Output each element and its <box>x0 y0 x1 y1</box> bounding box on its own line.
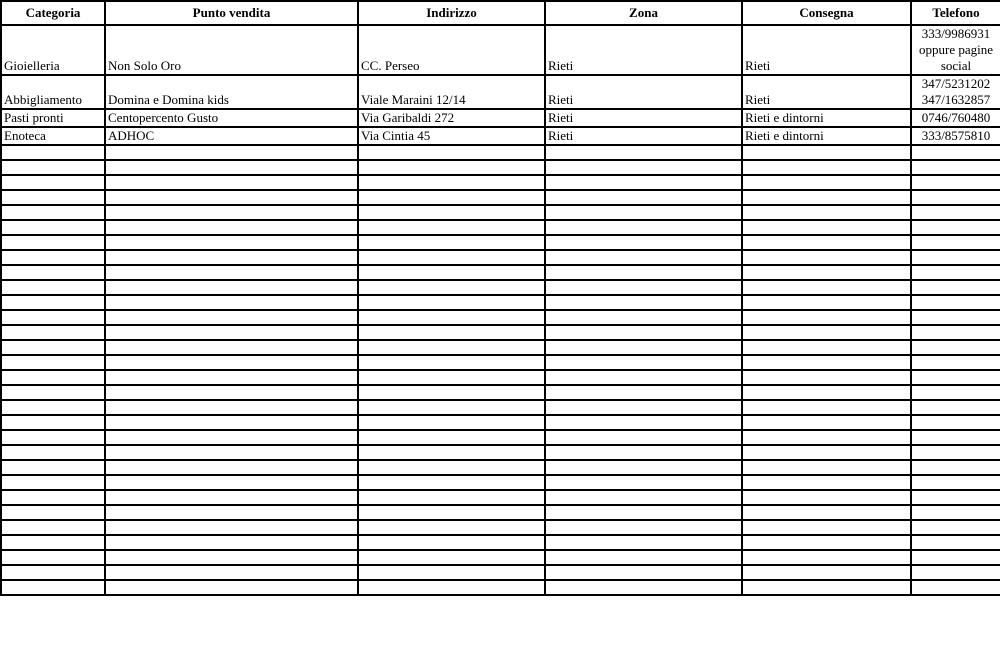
empty-cell-zona[interactable] <box>545 175 742 190</box>
empty-cell-telefono[interactable] <box>911 340 1000 355</box>
empty-cell-zona[interactable] <box>545 340 742 355</box>
empty-row <box>1 250 1000 265</box>
empty-row <box>1 445 1000 460</box>
empty-cell-zona[interactable] <box>545 250 742 265</box>
empty-cell-consegna[interactable] <box>742 160 911 175</box>
empty-cell-telefono[interactable] <box>911 235 1000 250</box>
empty-cell-indirizzo[interactable] <box>358 175 545 190</box>
empty-cell-telefono[interactable] <box>911 505 1000 520</box>
empty-row <box>1 145 1000 160</box>
empty-cell-indirizzo[interactable] <box>358 145 545 160</box>
empty-cell-telefono[interactable] <box>911 370 1000 385</box>
empty-row <box>1 340 1000 355</box>
empty-cell-punto-vendita[interactable] <box>105 160 358 175</box>
empty-cell-consegna[interactable] <box>742 220 911 235</box>
empty-row <box>1 490 1000 505</box>
empty-cell-telefono[interactable] <box>911 535 1000 550</box>
empty-row <box>1 565 1000 580</box>
empty-cell-punto-vendita[interactable] <box>105 370 358 385</box>
empty-row <box>1 205 1000 220</box>
empty-row <box>1 310 1000 325</box>
empty-cell-zona[interactable] <box>545 295 742 310</box>
empty-cell-zona[interactable] <box>545 220 742 235</box>
empty-cell-indirizzo[interactable] <box>358 295 545 310</box>
empty-cell-consegna[interactable] <box>742 430 911 445</box>
empty-cell-zona[interactable] <box>545 430 742 445</box>
header-categoria[interactable]: Categoria <box>1 1 105 25</box>
empty-cell-indirizzo[interactable] <box>358 580 545 595</box>
empty-row <box>1 175 1000 190</box>
empty-cell-indirizzo[interactable] <box>358 505 545 520</box>
cell-zona[interactable]: Rieti <box>545 127 742 145</box>
empty-row <box>1 160 1000 175</box>
empty-row <box>1 430 1000 445</box>
empty-row <box>1 460 1000 475</box>
table-row <box>1 109 1000 127</box>
empty-cell-zona[interactable] <box>545 400 742 415</box>
empty-cell-zona[interactable] <box>545 190 742 205</box>
empty-cell-consegna[interactable] <box>742 415 911 430</box>
empty-cell-consegna[interactable] <box>742 535 911 550</box>
empty-cell-consegna[interactable] <box>742 355 911 370</box>
empty-cell-categoria[interactable] <box>1 415 105 430</box>
empty-cell-telefono[interactable] <box>911 385 1000 400</box>
cell-categoria[interactable]: Abbigliamento <box>1 75 105 109</box>
empty-cell-indirizzo[interactable] <box>358 430 545 445</box>
empty-cell-consegna[interactable] <box>742 505 911 520</box>
empty-cell-punto-vendita[interactable] <box>105 325 358 340</box>
empty-cell-telefono[interactable] <box>911 280 1000 295</box>
empty-cell-consegna[interactable] <box>742 265 911 280</box>
empty-cell-categoria[interactable] <box>1 280 105 295</box>
header-row <box>1 1 1000 25</box>
empty-cell-telefono[interactable] <box>911 460 1000 475</box>
empty-cell-telefono[interactable] <box>911 205 1000 220</box>
cell-telefono[interactable]: 333/8575810 <box>911 127 1000 145</box>
empty-cell-telefono[interactable] <box>911 325 1000 340</box>
empty-cell-consegna[interactable] <box>742 370 911 385</box>
empty-cell-zona[interactable] <box>545 160 742 175</box>
empty-row <box>1 535 1000 550</box>
empty-cell-categoria[interactable] <box>1 505 105 520</box>
cell-categoria[interactable]: Gioielleria <box>1 25 105 75</box>
header-telefono[interactable]: Telefono <box>911 1 1000 25</box>
empty-cell-categoria[interactable] <box>1 550 105 565</box>
empty-cell-indirizzo[interactable] <box>358 325 545 340</box>
empty-cell-categoria[interactable] <box>1 490 105 505</box>
empty-row <box>1 280 1000 295</box>
empty-cell-consegna[interactable] <box>742 280 911 295</box>
empty-cell-indirizzo[interactable] <box>358 250 545 265</box>
cell-consegna[interactable]: Rieti e dintorni <box>742 127 911 145</box>
cell-punto-vendita[interactable]: Centopercento Gusto <box>105 109 358 127</box>
empty-cell-categoria[interactable] <box>1 175 105 190</box>
empty-cell-telefono[interactable] <box>911 265 1000 280</box>
empty-cell-consegna[interactable] <box>742 385 911 400</box>
empty-cell-indirizzo[interactable] <box>358 490 545 505</box>
empty-cell-categoria[interactable] <box>1 145 105 160</box>
empty-cell-zona[interactable] <box>545 460 742 475</box>
empty-cell-punto-vendita[interactable] <box>105 205 358 220</box>
empty-cell-indirizzo[interactable] <box>358 310 545 325</box>
empty-cell-categoria[interactable] <box>1 400 105 415</box>
empty-cell-telefono[interactable] <box>911 250 1000 265</box>
empty-cell-punto-vendita[interactable] <box>105 580 358 595</box>
empty-cell-punto-vendita[interactable] <box>105 235 358 250</box>
empty-row <box>1 505 1000 520</box>
empty-cell-telefono[interactable] <box>911 160 1000 175</box>
empty-cell-punto-vendita[interactable] <box>105 145 358 160</box>
empty-cell-consegna[interactable] <box>742 250 911 265</box>
empty-cell-telefono[interactable] <box>911 190 1000 205</box>
empty-cell-telefono[interactable] <box>911 310 1000 325</box>
empty-cell-indirizzo[interactable] <box>358 220 545 235</box>
cell-zona[interactable]: Rieti <box>545 109 742 127</box>
empty-row <box>1 220 1000 235</box>
empty-cell-indirizzo[interactable] <box>358 415 545 430</box>
empty-row <box>1 370 1000 385</box>
empty-cell-zona[interactable] <box>545 520 742 535</box>
empty-cell-categoria[interactable] <box>1 220 105 235</box>
empty-cell-indirizzo[interactable] <box>358 205 545 220</box>
empty-cell-telefono[interactable] <box>911 430 1000 445</box>
empty-cell-indirizzo[interactable] <box>358 520 545 535</box>
empty-cell-punto-vendita[interactable] <box>105 310 358 325</box>
empty-cell-consegna[interactable] <box>742 445 911 460</box>
empty-cell-zona[interactable] <box>545 280 742 295</box>
empty-cell-telefono[interactable] <box>911 415 1000 430</box>
empty-cell-punto-vendita[interactable] <box>105 565 358 580</box>
empty-cell-punto-vendita[interactable] <box>105 550 358 565</box>
empty-row <box>1 475 1000 490</box>
empty-cell-telefono[interactable] <box>911 355 1000 370</box>
empty-cell-categoria[interactable] <box>1 325 105 340</box>
empty-cell-categoria[interactable] <box>1 235 105 250</box>
empty-cell-categoria[interactable] <box>1 535 105 550</box>
table-row <box>1 75 1000 109</box>
empty-cell-punto-vendita[interactable] <box>105 295 358 310</box>
empty-cell-categoria[interactable] <box>1 430 105 445</box>
empty-cell-categoria[interactable] <box>1 160 105 175</box>
empty-cell-telefono[interactable] <box>911 490 1000 505</box>
table-row <box>1 127 1000 145</box>
empty-cell-zona[interactable] <box>545 205 742 220</box>
empty-row <box>1 355 1000 370</box>
empty-cell-categoria[interactable] <box>1 385 105 400</box>
empty-cell-zona[interactable] <box>545 550 742 565</box>
empty-cell-consegna[interactable] <box>742 475 911 490</box>
empty-cell-punto-vendita[interactable] <box>105 190 358 205</box>
empty-cell-indirizzo[interactable] <box>358 475 545 490</box>
empty-cell-indirizzo[interactable] <box>358 265 545 280</box>
header-punto-vendita[interactable]: Punto vendita <box>105 1 358 25</box>
empty-cell-categoria[interactable] <box>1 475 105 490</box>
empty-row <box>1 325 1000 340</box>
empty-cell-punto-vendita[interactable] <box>105 415 358 430</box>
cell-indirizzo[interactable]: Viale Maraini 12/14 <box>358 75 545 109</box>
empty-cell-indirizzo[interactable] <box>358 385 545 400</box>
empty-cell-zona[interactable] <box>545 235 742 250</box>
empty-cell-punto-vendita[interactable] <box>105 220 358 235</box>
empty-cell-indirizzo[interactable] <box>358 190 545 205</box>
empty-cell-consegna[interactable] <box>742 295 911 310</box>
empty-cell-indirizzo[interactable] <box>358 565 545 580</box>
empty-cell-categoria[interactable] <box>1 265 105 280</box>
empty-cell-punto-vendita[interactable] <box>105 475 358 490</box>
empty-cell-zona[interactable] <box>545 385 742 400</box>
cell-punto-vendita[interactable]: Domina e Domina kids <box>105 75 358 109</box>
cell-consegna[interactable]: Rieti <box>742 25 911 75</box>
cell-zona[interactable]: Rieti <box>545 25 742 75</box>
cell-consegna[interactable]: Rieti e dintorni <box>742 109 911 127</box>
empty-cell-consegna[interactable] <box>742 400 911 415</box>
empty-cell-consegna[interactable] <box>742 340 911 355</box>
empty-cell-consegna[interactable] <box>742 175 911 190</box>
empty-cell-categoria[interactable] <box>1 310 105 325</box>
empty-cell-telefono[interactable] <box>911 475 1000 490</box>
empty-cell-zona[interactable] <box>545 565 742 580</box>
empty-cell-indirizzo[interactable] <box>358 460 545 475</box>
cell-telefono[interactable]: 0746/760480 <box>911 109 1000 127</box>
empty-cell-consegna[interactable] <box>742 190 911 205</box>
empty-cell-punto-vendita[interactable] <box>105 535 358 550</box>
empty-cell-zona[interactable] <box>545 475 742 490</box>
empty-row <box>1 190 1000 205</box>
empty-cell-indirizzo[interactable] <box>358 340 545 355</box>
empty-cell-indirizzo[interactable] <box>358 160 545 175</box>
empty-row <box>1 550 1000 565</box>
empty-row <box>1 265 1000 280</box>
empty-cell-punto-vendita[interactable] <box>105 265 358 280</box>
empty-cell-indirizzo[interactable] <box>358 535 545 550</box>
empty-cell-categoria[interactable] <box>1 250 105 265</box>
empty-cell-categoria[interactable] <box>1 370 105 385</box>
empty-cell-punto-vendita[interactable] <box>105 175 358 190</box>
empty-cell-punto-vendita[interactable] <box>105 340 358 355</box>
header-zona[interactable]: Zona <box>545 1 742 25</box>
empty-cell-punto-vendita[interactable] <box>105 385 358 400</box>
cell-telefono[interactable]: 333/9986931 oppure pagine social <box>911 25 1000 75</box>
header-consegna[interactable]: Consegna <box>742 1 911 25</box>
empty-cell-punto-vendita[interactable] <box>105 280 358 295</box>
empty-cell-categoria[interactable] <box>1 295 105 310</box>
empty-cell-consegna[interactable] <box>742 520 911 535</box>
empty-cell-consegna[interactable] <box>742 490 911 505</box>
empty-cell-categoria[interactable] <box>1 520 105 535</box>
empty-cell-indirizzo[interactable] <box>358 400 545 415</box>
empty-cell-zona[interactable] <box>545 415 742 430</box>
empty-cell-indirizzo[interactable] <box>358 370 545 385</box>
empty-cell-punto-vendita[interactable] <box>105 505 358 520</box>
empty-cell-consegna[interactable] <box>742 205 911 220</box>
empty-cell-telefono[interactable] <box>911 445 1000 460</box>
cell-punto-vendita[interactable]: ADHOC <box>105 127 358 145</box>
empty-cell-telefono[interactable] <box>911 145 1000 160</box>
cell-telefono[interactable]: 347/5231202 347/1632857 <box>911 75 1000 109</box>
empty-cell-zona[interactable] <box>545 580 742 595</box>
empty-cell-telefono[interactable] <box>911 400 1000 415</box>
empty-row <box>1 385 1000 400</box>
empty-cell-categoria[interactable] <box>1 460 105 475</box>
empty-cell-telefono[interactable] <box>911 580 1000 595</box>
empty-cell-consegna[interactable] <box>742 460 911 475</box>
empty-row <box>1 580 1000 595</box>
empty-cell-zona[interactable] <box>545 145 742 160</box>
empty-cell-indirizzo[interactable] <box>358 355 545 370</box>
empty-cell-punto-vendita[interactable] <box>105 445 358 460</box>
empty-cell-punto-vendita[interactable] <box>105 250 358 265</box>
empty-cell-telefono[interactable] <box>911 295 1000 310</box>
empty-cell-consegna[interactable] <box>742 325 911 340</box>
empty-cell-zona[interactable] <box>545 445 742 460</box>
cell-indirizzo[interactable]: Via Garibaldi 272 <box>358 109 545 127</box>
empty-cell-indirizzo[interactable] <box>358 445 545 460</box>
cell-consegna[interactable]: Rieti <box>742 75 911 109</box>
cell-categoria[interactable]: Pasti pronti <box>1 109 105 127</box>
empty-cell-consegna[interactable] <box>742 310 911 325</box>
cell-indirizzo[interactable]: Via Cintia 45 <box>358 127 545 145</box>
empty-row <box>1 415 1000 430</box>
empty-cell-consegna[interactable] <box>742 565 911 580</box>
empty-cell-punto-vendita[interactable] <box>105 430 358 445</box>
empty-cell-categoria[interactable] <box>1 205 105 220</box>
empty-row <box>1 400 1000 415</box>
empty-cell-zona[interactable] <box>545 310 742 325</box>
empty-cell-zona[interactable] <box>545 535 742 550</box>
empty-cell-punto-vendita[interactable] <box>105 400 358 415</box>
empty-cell-categoria[interactable] <box>1 340 105 355</box>
empty-cell-indirizzo[interactable] <box>358 235 545 250</box>
empty-cell-categoria[interactable] <box>1 445 105 460</box>
empty-cell-zona[interactable] <box>545 265 742 280</box>
empty-cell-telefono[interactable] <box>911 550 1000 565</box>
empty-cell-punto-vendita[interactable] <box>105 520 358 535</box>
empty-cell-zona[interactable] <box>545 325 742 340</box>
empty-cell-telefono[interactable] <box>911 220 1000 235</box>
empty-cell-telefono[interactable] <box>911 520 1000 535</box>
empty-cell-punto-vendita[interactable] <box>105 490 358 505</box>
empty-cell-zona[interactable] <box>545 370 742 385</box>
empty-cell-punto-vendita[interactable] <box>105 460 358 475</box>
empty-cell-telefono[interactable] <box>911 175 1000 190</box>
empty-cell-categoria[interactable] <box>1 355 105 370</box>
empty-cell-telefono[interactable] <box>911 565 1000 580</box>
cell-indirizzo[interactable]: CC. Perseo <box>358 25 545 75</box>
cell-categoria[interactable]: Enoteca <box>1 127 105 145</box>
empty-row <box>1 520 1000 535</box>
empty-cell-indirizzo[interactable] <box>358 280 545 295</box>
empty-cell-zona[interactable] <box>545 355 742 370</box>
empty-cell-zona[interactable] <box>545 505 742 520</box>
header-indirizzo[interactable]: Indirizzo <box>358 1 545 25</box>
empty-cell-indirizzo[interactable] <box>358 550 545 565</box>
empty-cell-categoria[interactable] <box>1 580 105 595</box>
empty-cell-consegna[interactable] <box>742 550 911 565</box>
empty-cell-consegna[interactable] <box>742 235 911 250</box>
cell-zona[interactable]: Rieti <box>545 75 742 109</box>
table-row <box>1 25 1000 75</box>
empty-cell-categoria[interactable] <box>1 190 105 205</box>
empty-cell-consegna[interactable] <box>742 580 911 595</box>
empty-row <box>1 235 1000 250</box>
empty-cell-zona[interactable] <box>545 490 742 505</box>
empty-cell-categoria[interactable] <box>1 565 105 580</box>
empty-cell-punto-vendita[interactable] <box>105 355 358 370</box>
cell-punto-vendita[interactable]: Non Solo Oro <box>105 25 358 75</box>
empty-row <box>1 295 1000 310</box>
empty-cell-consegna[interactable] <box>742 145 911 160</box>
